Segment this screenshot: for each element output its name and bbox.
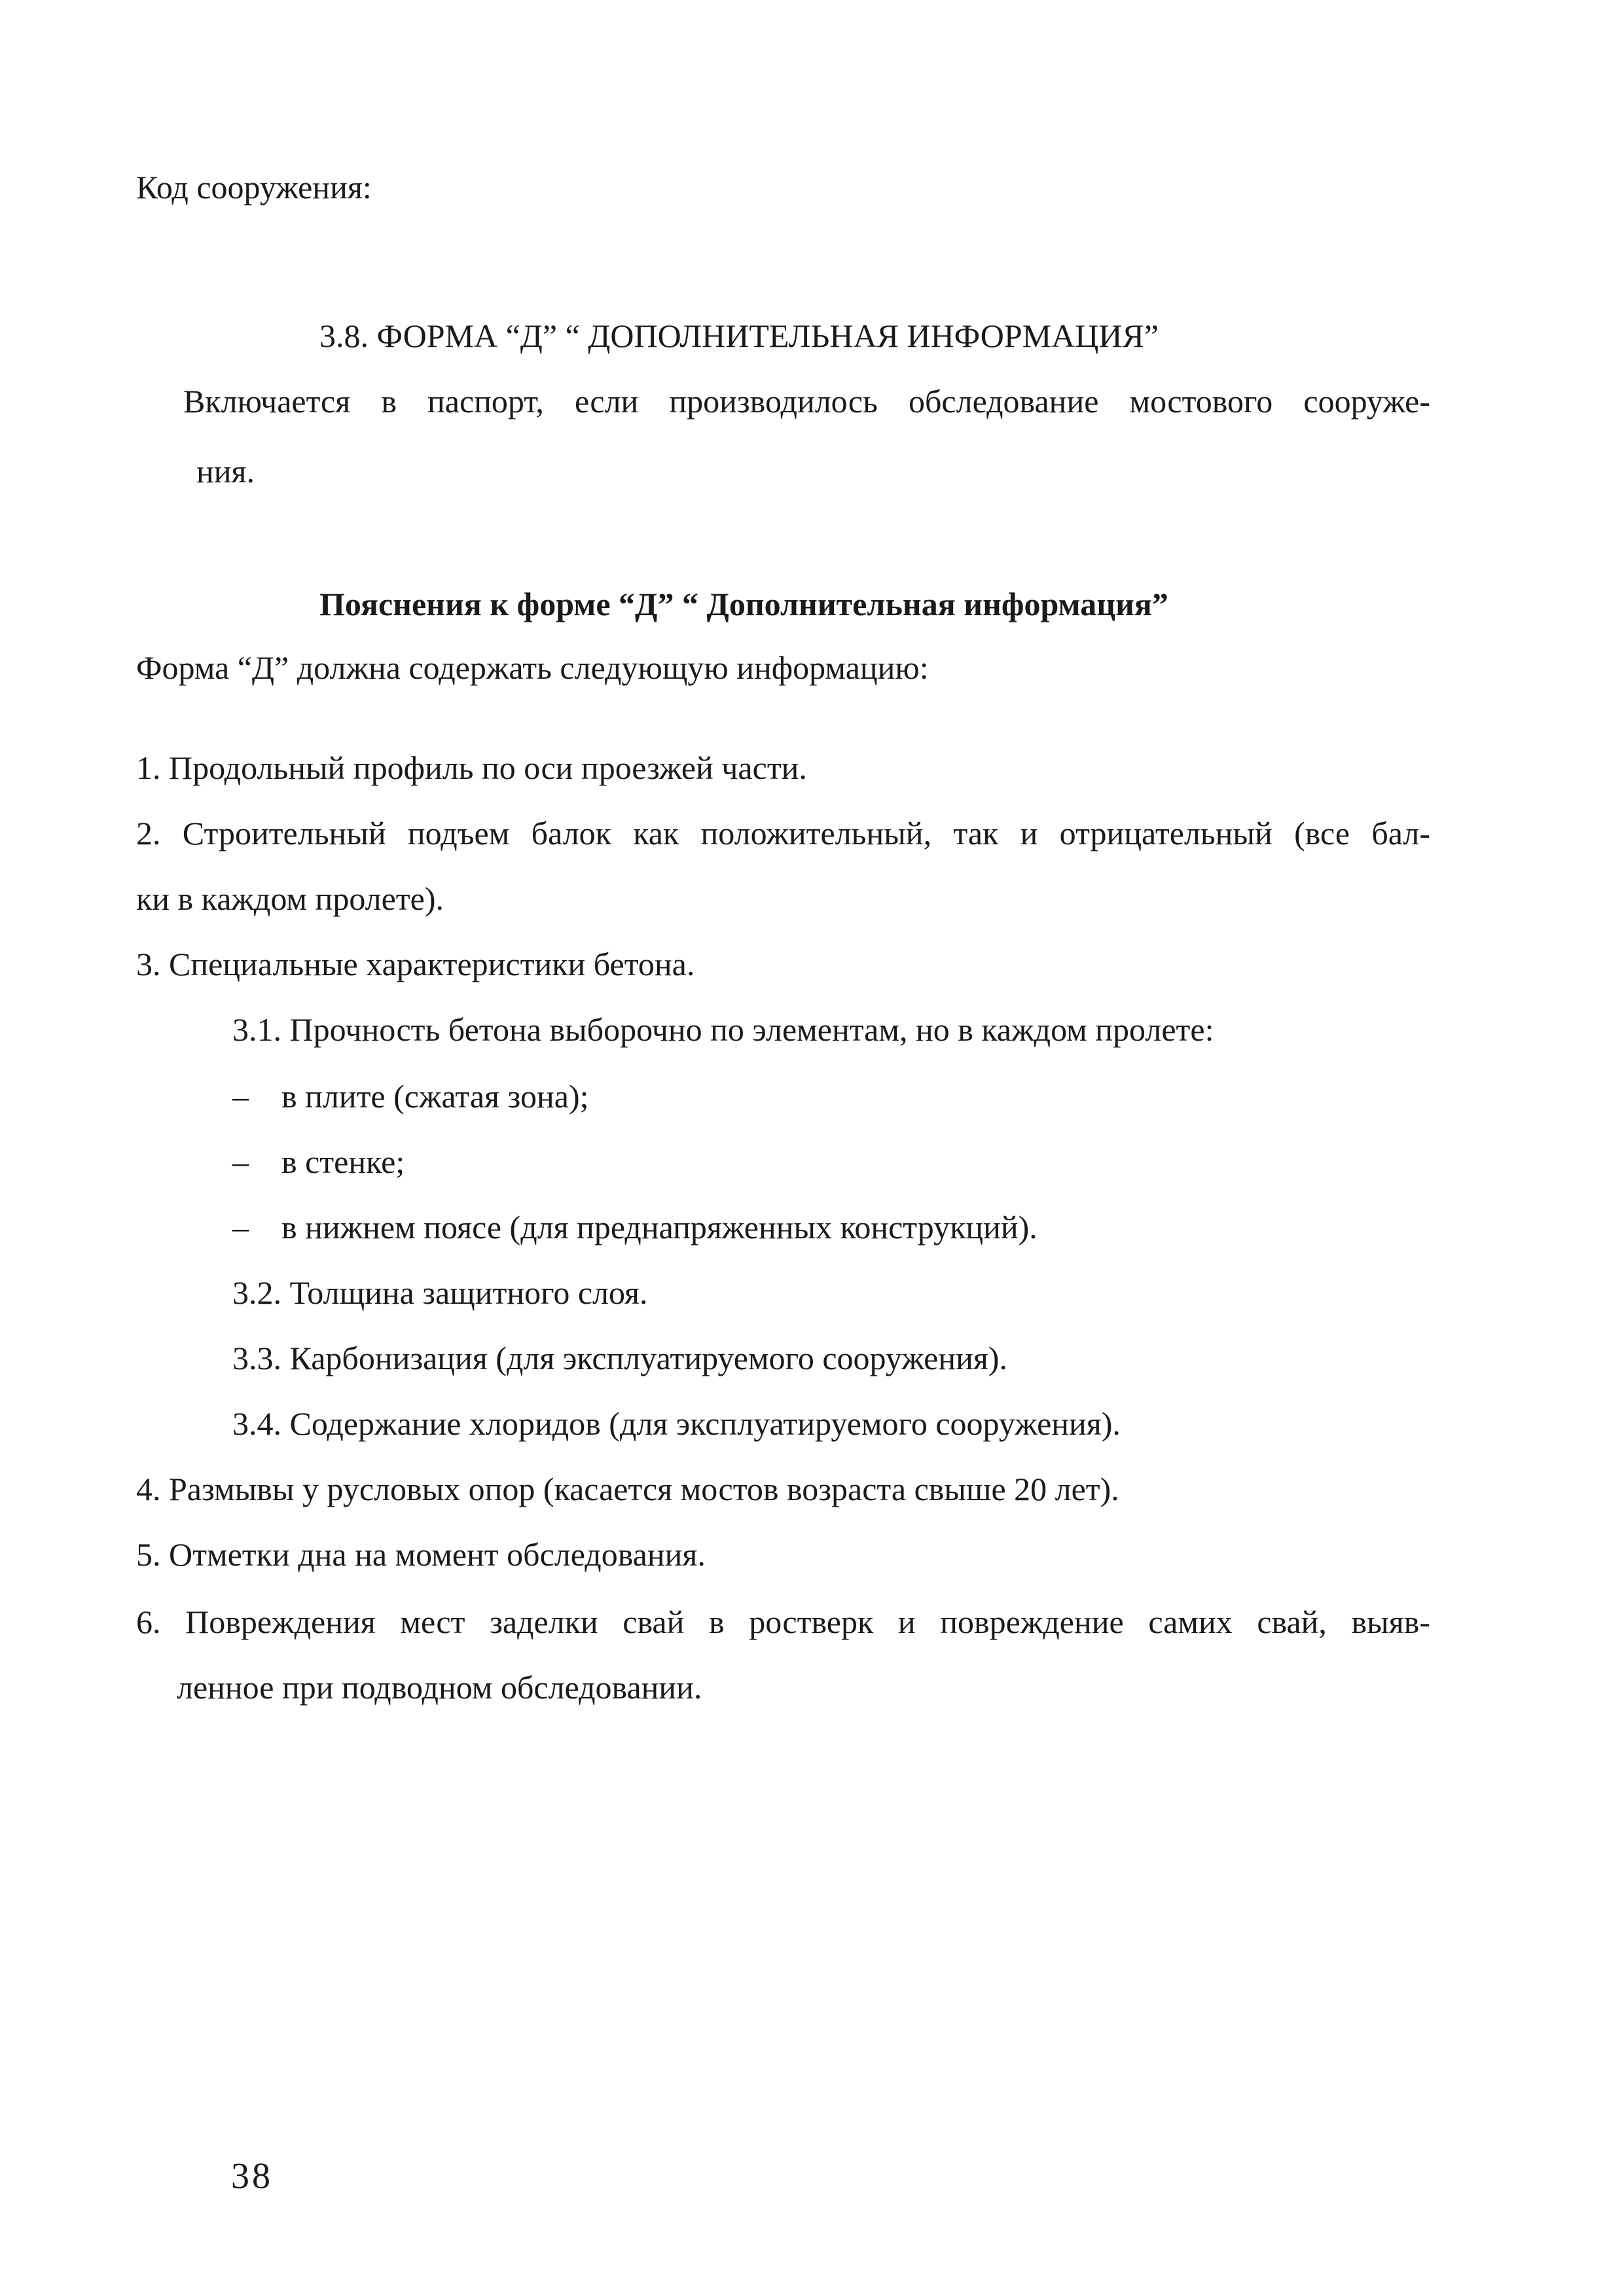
- dash-marker: –: [232, 1143, 249, 1180]
- list-item-6-line2: ленное при подводном обследовании.: [177, 1669, 702, 1706]
- list-item-3: 3. Специальные характеристики бетона.: [136, 946, 695, 982]
- dash-marker: –: [232, 1078, 249, 1115]
- list-item-1: 1. Продольный профиль по оси проезжей части.: [136, 749, 807, 786]
- bullet-item-1-text: в плите (сжатая зона);: [281, 1078, 589, 1115]
- section-intro-line2: ния.: [196, 453, 255, 490]
- list-item-3-4: 3.4. Содержание хлоридов (для эксплуатируемого сооружения).: [232, 1405, 1121, 1442]
- dash-marker: –: [232, 1209, 249, 1246]
- list-item-2-line1: 2. Строительный подъем балок как положительный, так и отрицательный (все бал-: [136, 815, 1430, 852]
- list-item-3-3: 3.3. Карбонизация (для эксплуатируемого сооружения).: [232, 1340, 1007, 1376]
- bullet-item-2-text: в стенке;: [281, 1143, 405, 1180]
- list-item-6-line1: 6. Повреждения мест заделки свай в ростверк и повреждение самих свай, выяв-: [136, 1604, 1430, 1640]
- explanations-lead: Форма “Д” должна содержать следующую информацию:: [136, 649, 929, 686]
- list-item-5: 5. Отметки дна на момент обследования.: [136, 1536, 706, 1573]
- bullet-item-1: [232, 1077, 589, 1116]
- explanations-title: Пояснения к форме “Д” “ Дополнительная информация”: [319, 586, 1168, 622]
- section-title: 3.8. ФОРМА “Д” “ ДОПОЛНИТЕЛЬНАЯ ИНФОРМАЦИЯ”: [319, 317, 1159, 354]
- bullet-item-3-text: в нижнем поясе (для преднапряженных конструкций).: [281, 1209, 1038, 1246]
- page-number: 38: [231, 2156, 273, 2197]
- bullet-item-2: [232, 1142, 405, 1181]
- section-intro-line1: Включается в паспорт, если производилось обследование мостового сооруже-: [183, 383, 1430, 420]
- list-item-3-2: 3.2. Толщина защитного слоя.: [232, 1274, 648, 1311]
- list-item-3-1: 3.1. Прочность бетона выборочно по элементам, но в каждом пролете:: [232, 1011, 1214, 1048]
- list-item-4: 4. Размывы у русловых опор (касается мостов возраста свыше 20 лет).: [136, 1471, 1119, 1507]
- structure-code-label: Код сооружения:: [136, 169, 372, 206]
- list-item-2-line2: ки в каждом пролете).: [136, 880, 444, 917]
- bullet-item-3: [232, 1208, 1038, 1247]
